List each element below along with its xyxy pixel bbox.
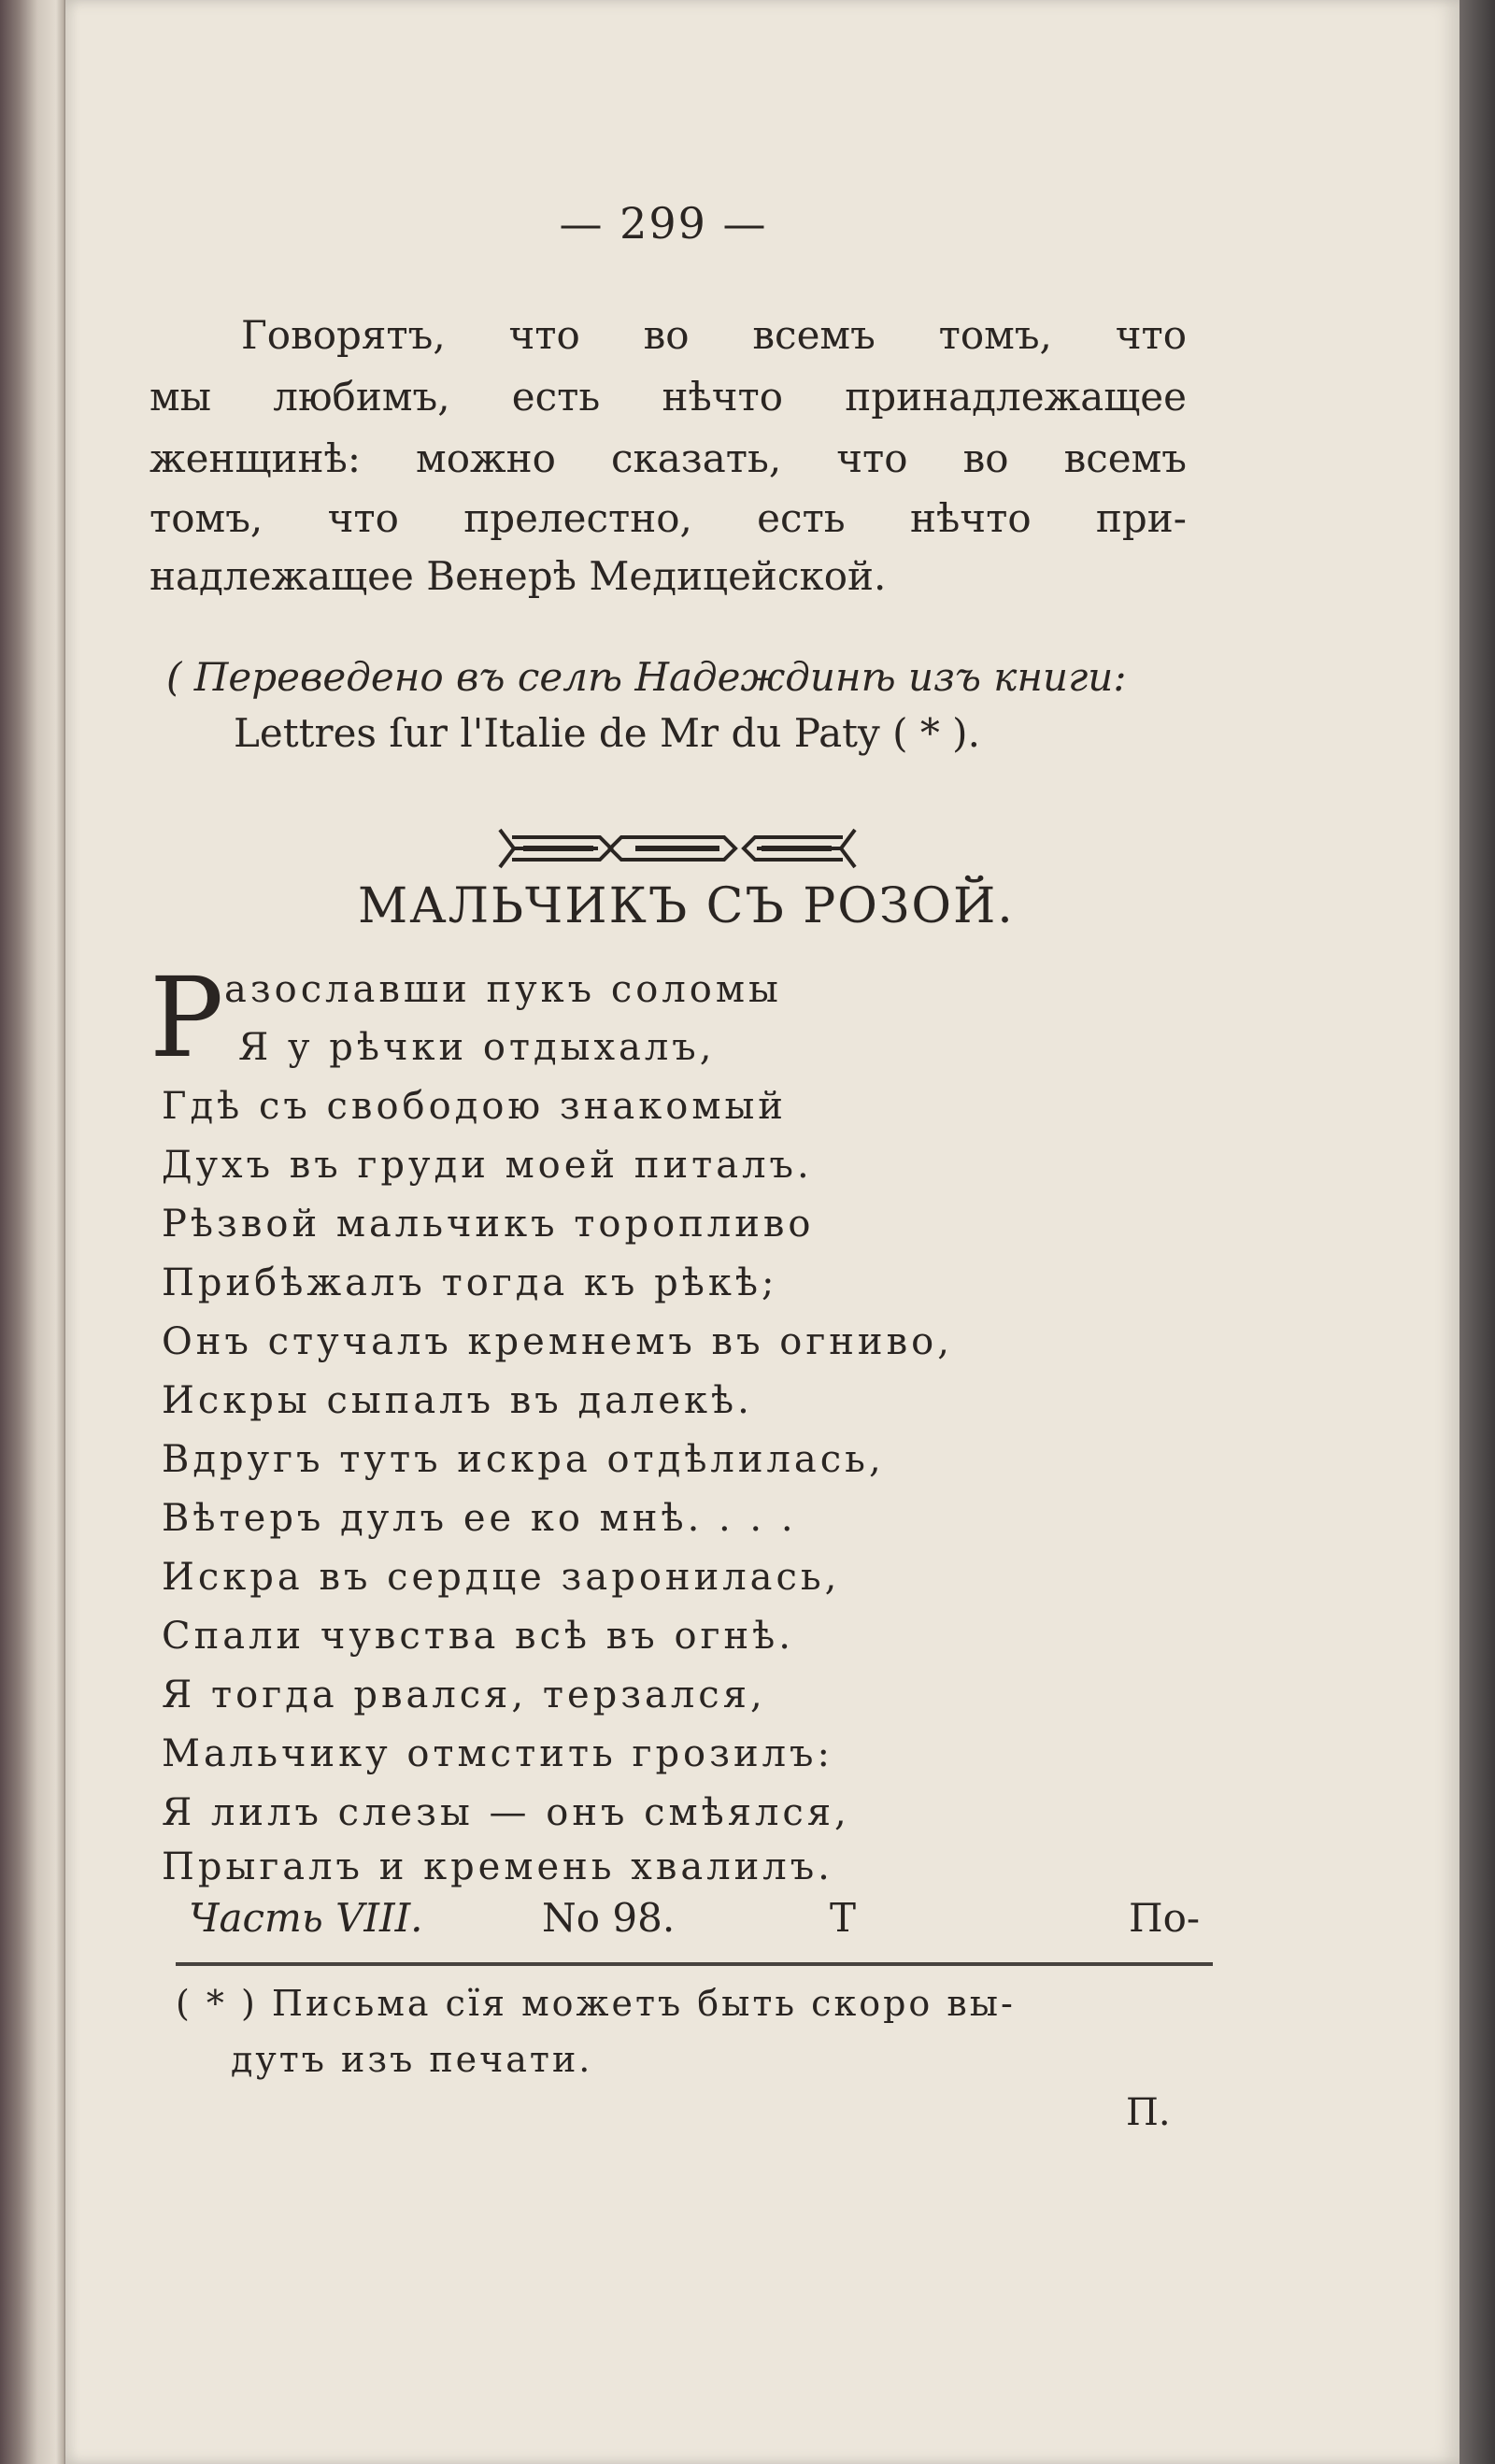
page-number: — 299 — [559, 198, 768, 249]
poem-line: азославши пукъ соломы [224, 968, 782, 1011]
paragraph-line: женщинѣ: можно сказать, что во всемъ [150, 435, 1187, 481]
poem-line: Я тогда рвался, терзался, [162, 1674, 766, 1716]
source-note-line: ( Переведено въ селѣ Надеждинѣ изъ книги: [166, 654, 1127, 700]
paragraph-line: томъ, что прелестно, есть нѣчто при- [150, 495, 1187, 541]
poem-line: Прыгалъ и кремень хвалилъ. [162, 1845, 833, 1888]
footnote-rule [176, 1962, 1213, 1966]
source-note-line: Lettres ſur l'Italie de Mr du Paty ( * ). [234, 710, 980, 756]
poem-line: Рѣзвой мальчикъ торопливо [162, 1203, 815, 1246]
closing-catchword: П. [1126, 2091, 1171, 2134]
catchword: По- [1129, 1895, 1201, 1941]
paragraph-line: надлежащее Венерѣ Медицейской. [150, 553, 887, 599]
poem-line: Онъ стучалъ кремнемъ въ огниво, [162, 1320, 953, 1363]
poem-line: Искры сыпалъ въ далекѣ. [162, 1379, 753, 1422]
poem-line: Вѣтеръ дулъ ее ко мнѣ. . . . [162, 1497, 797, 1540]
ornament-divider [495, 822, 860, 875]
poem-line: Искра въ сердце заронилась, [162, 1556, 841, 1599]
drop-cap: Р [150, 953, 224, 1082]
poem-line: Духъ въ груди моей питалъ. [162, 1144, 813, 1187]
signature-sheet-mark: Т [830, 1895, 857, 1941]
poem-line: Вдругъ тутъ искра отдѣлилась, [162, 1438, 885, 1481]
paragraph-line: Говорятъ, что во всемъ томъ, что [241, 312, 1187, 358]
poem-line: Мальчику отмстить грозилъ: [162, 1732, 833, 1775]
poem-line: Гдѣ съ свободою знакомый [162, 1085, 787, 1128]
signature-number: No 98. [542, 1895, 676, 1941]
poem-line: Я лилъ слезы — онъ смѣялся, [162, 1791, 850, 1834]
page-right-edge [1459, 0, 1495, 2464]
poem-title: МАЛЬЧИКЪ СЪ РОЗОЙ. [358, 878, 1015, 934]
poem-line: Прибѣжалъ тогда къ рѣкѣ; [162, 1261, 778, 1304]
footnote-line: ( * ) Письма сїя можетъ быть скоро вы- [176, 1983, 1016, 2024]
footnote-line: дутъ изъ печати. [231, 2039, 593, 2080]
poem-line: Спали чувства всѣ въ огнѣ. [162, 1615, 794, 1658]
paragraph-line: мы любимъ, есть нѣчто принадлежащее [150, 374, 1187, 420]
book-spine-edge [0, 0, 65, 2464]
poem-line: Я у рѣчки отдыхалъ, [238, 1026, 716, 1069]
signature-part: Часть VIII. [189, 1895, 423, 1941]
